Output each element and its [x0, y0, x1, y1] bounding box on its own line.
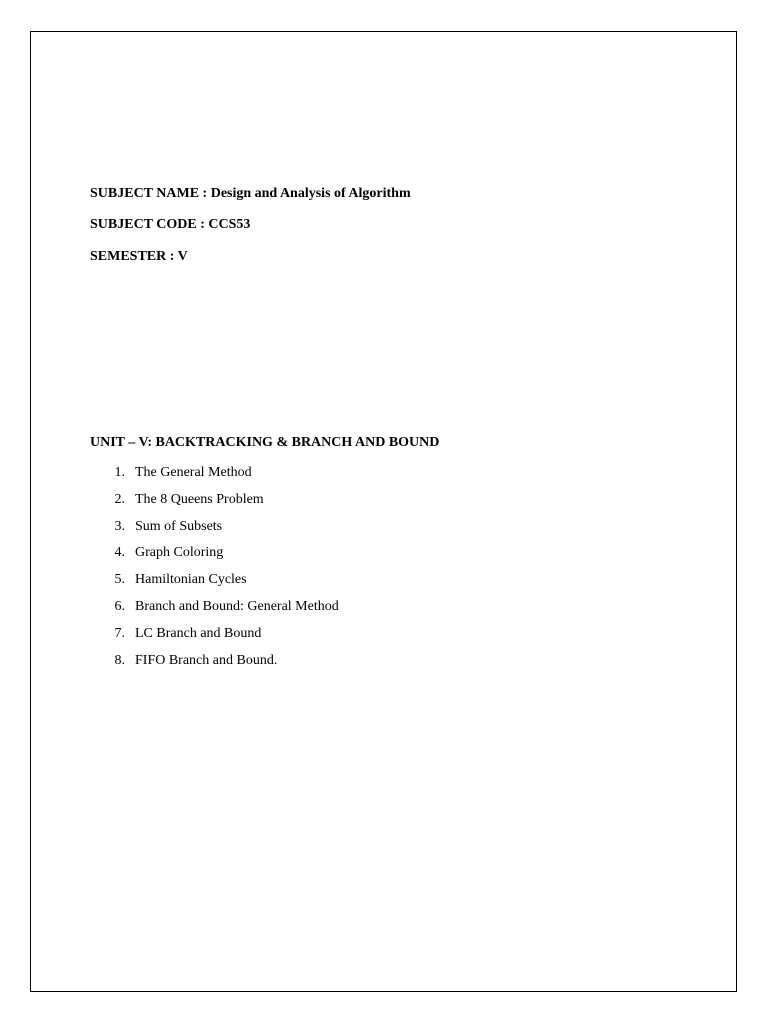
list-item: [90, 571, 339, 598]
topic-text: LC Branch and Bound: [135, 625, 262, 641]
subject-name: SUBJECT NAME : Design and Analysis of Algorithm: [90, 186, 411, 201]
topic-text: Branch and Bound: General Method: [135, 598, 339, 614]
unit-title: UNIT – V: BACKTRACKING & BRANCH AND BOUND: [90, 435, 440, 450]
topic-text: The 8 Queens Problem: [135, 491, 264, 507]
list-item: [90, 518, 339, 545]
subject-code: SUBJECT CODE : CCS53: [90, 217, 251, 232]
topic-text: Hamiltonian Cycles: [135, 572, 247, 588]
topic-number: 8.: [114, 652, 125, 668]
topic-text: Graph Coloring: [135, 545, 224, 561]
topic-number: 7.: [114, 625, 125, 641]
list-item: [90, 598, 339, 625]
list-item: [90, 625, 339, 652]
list-item: [90, 491, 339, 518]
topic-number: 3.: [114, 518, 125, 534]
topic-number: 5.: [114, 572, 125, 588]
topic-number: 6.: [114, 598, 125, 614]
list-item: [90, 544, 339, 571]
list-item: [90, 464, 339, 491]
topic-text: Sum of Subsets: [135, 518, 223, 534]
list-item: [90, 652, 339, 679]
topic-number: 2.: [114, 491, 125, 507]
topic-number: 1.: [114, 465, 125, 480]
semester: SEMESTER : V: [90, 249, 188, 264]
topic-text: FIFO Branch and Bound.: [135, 652, 278, 668]
topic-text: The General Method: [135, 465, 252, 480]
topic-list: [90, 464, 339, 678]
topic-number: 4.: [114, 545, 125, 561]
